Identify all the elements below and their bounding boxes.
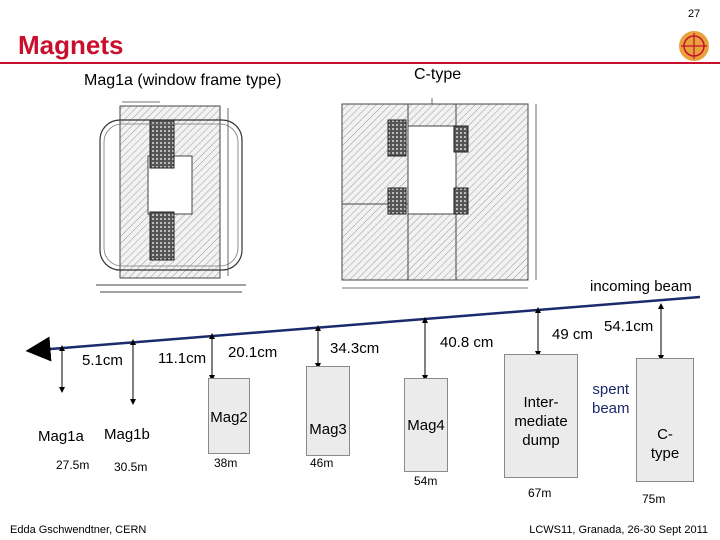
footer-author: Edda Gschwendtner, CERN	[10, 524, 147, 536]
spent-beam-label: spent beam	[592, 381, 630, 417]
mag3-label: Mag3	[309, 421, 347, 438]
mag1a-label: Mag1a	[38, 428, 84, 445]
gap-mag1b: 11.1cm	[158, 350, 207, 367]
pos-mag3: 46m	[310, 456, 334, 470]
mag2-label: Mag2	[210, 409, 248, 426]
pos-mag4: 54m	[414, 474, 438, 488]
slide-number: 27	[688, 8, 701, 20]
window-frame-caption: Mag1a (window frame type)	[84, 72, 282, 89]
gap-mag4: 40.8 cm	[440, 334, 494, 351]
dump-label: Inter- mediate dump	[514, 394, 568, 449]
gap-mag3: 34.3cm	[330, 340, 380, 357]
mag4-box	[404, 378, 448, 472]
pos-mag1b: 30.5m	[114, 460, 148, 474]
mag3-box	[306, 366, 350, 456]
gap-ctype: 54.1cm	[604, 318, 654, 335]
gap-mag1a: 5.1cm	[82, 352, 123, 369]
slide-title: Magnets	[18, 30, 124, 60]
gap-mag2: 20.1cm	[228, 344, 278, 361]
intermediate-dump-box	[504, 354, 578, 478]
c-type-box	[636, 358, 694, 482]
pos-dump: 67m	[528, 486, 552, 500]
pos-mag1a: 27.5m	[56, 458, 90, 472]
ctype-label: C- type	[650, 426, 680, 462]
gap-dump: 49 cm	[552, 326, 593, 343]
incoming-beam-label: incoming beam	[590, 278, 692, 295]
ctype-caption: C-type	[414, 66, 462, 83]
pos-mag2: 38m	[214, 456, 238, 470]
mag2-box	[208, 378, 250, 454]
pos-ctype: 75m	[642, 492, 666, 506]
footer-event: LCWS11, Granada, 26-30 Sept 2011	[529, 524, 708, 536]
mag1b-label: Mag1b	[104, 426, 150, 443]
mag4-label: Mag4	[407, 417, 445, 434]
